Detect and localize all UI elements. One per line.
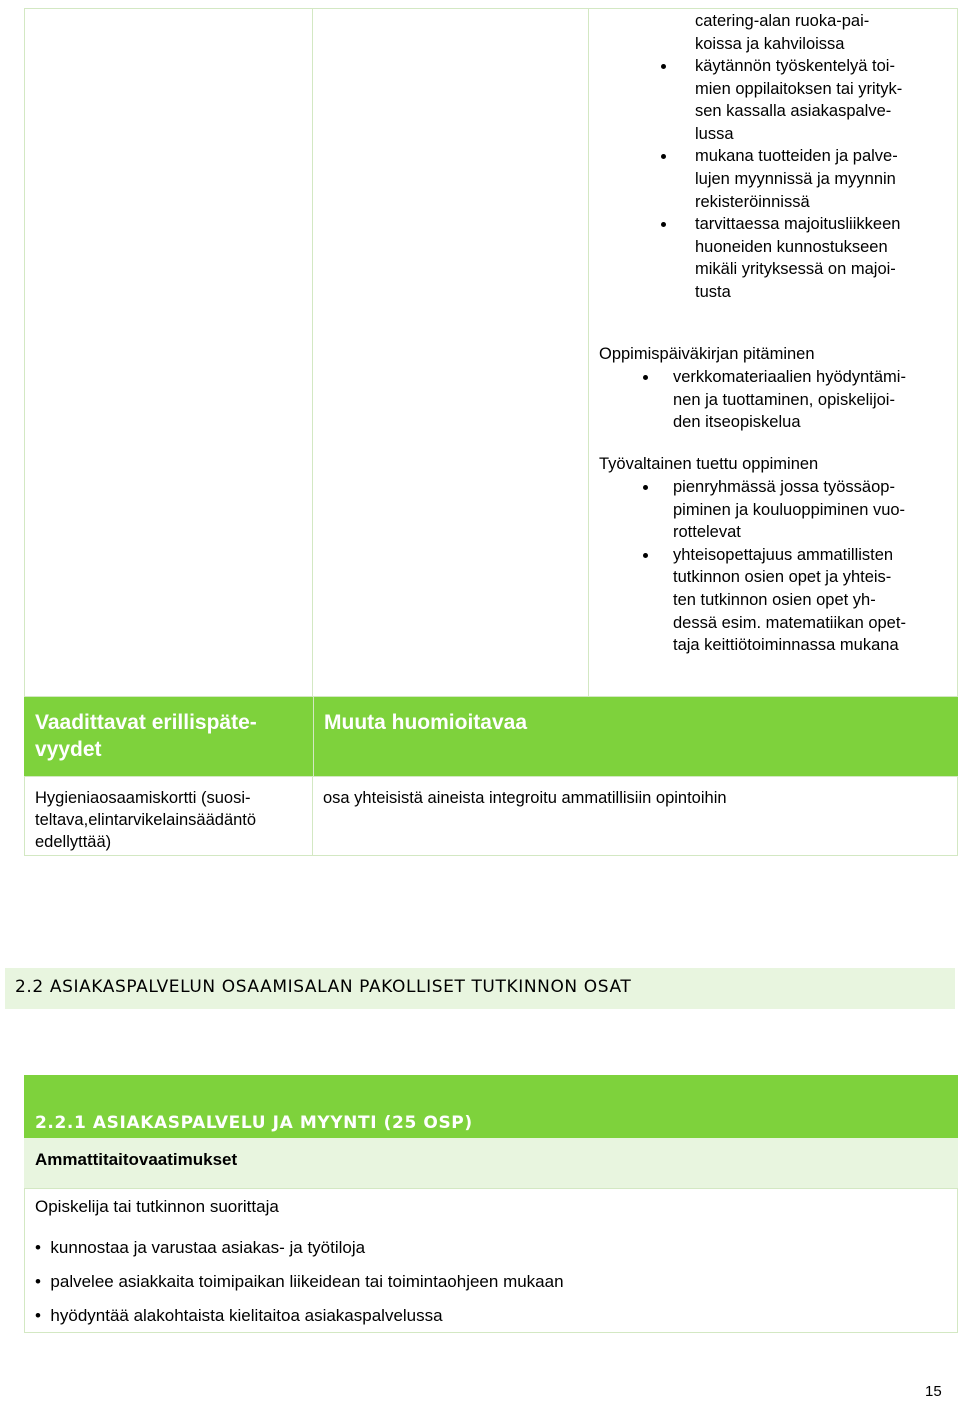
diary-heading: Oppimispäiväkirjan pitäminen (599, 345, 815, 363)
other-notes-text: osa yhteisistä aineista integroitu ammatillisiin opintoihin (323, 789, 727, 807)
unit-intro: Opiskelija tai tutkinnon suorittaja (35, 1197, 279, 1216)
section-title: 2.2 ASIAKASPALVELUN OSAAMISALAN PAKOLLISET TUTKINNON OSAT (15, 977, 632, 997)
list-item: • palvelee asiakkaita toimipaikan liikeidean tai toimintaohjeen mukaan (35, 1272, 564, 1291)
section-heading (5, 968, 955, 1009)
list-item: käytännön työskentelyä toi- mien oppilaitoksen tai yrityk- sen kassalla asiakaspalve- lussa (695, 55, 955, 145)
work-heading: Työvaltainen tuettu oppiminen (599, 455, 819, 473)
list-item: • kunnostaa ja varustaa asiakas- ja työtiloja (35, 1238, 366, 1257)
bullet-icon: • (35, 1272, 41, 1291)
list-item: pienryhmässä jossa työssäop- piminen ja kouluoppiminen vuo- rottelevat (673, 476, 953, 544)
list-item: tarvittaessa majoitusliikkeen huoneiden kunnostukseen mikäli yrityksessä on majoi- tusta (695, 213, 955, 303)
page-number: 15 (925, 1383, 942, 1400)
list-item: mukana tuotteiden ja palve- lujen myynnissä ja myynnin rekisteröinnissä (695, 145, 955, 213)
program-table-col1 (24, 8, 313, 697)
list-item: • hyödyntää alakohtaista kielitaitoa asiakaspalvelussa (35, 1306, 443, 1325)
req-header-col2: Muuta huomioitavaa (313, 697, 958, 776)
unit-subheading: Ammattitaitovaatimukset (35, 1150, 238, 1169)
bullet-icon: • (35, 1238, 41, 1257)
list-item: verkkomateriaalien hyödyntämi- nen ja tuottaminen, opiskelijoi- den itseopiskelua (673, 366, 953, 434)
req-header-col1: Vaadittavat erillispäte- vyydet (24, 697, 313, 776)
unit-skill-list (35, 1231, 564, 1333)
hygiene-card-text: Hygieniaosaamiskortti (suosi- teltava,elintarvikelainsäädäntö edellyttää) (35, 789, 257, 851)
program-table-col2 (312, 8, 589, 697)
diary-bullet-list (673, 366, 953, 434)
unit-title: 2.2.1 ASIAKASPALVELU JA MYYNTI (25 OSP) (35, 1113, 473, 1133)
first-line: catering-alan ruoka-pai- koissa ja kahviloissa (695, 12, 870, 53)
list-item: yhteisopettajuus ammatillisten tutkinnon osien opet ja yhteis- ten tutkinnon osien opet yh- dessä esim. matematiikan opet- taja keittiötoiminnassa mukana (673, 544, 953, 657)
bullet-icon: • (35, 1306, 41, 1325)
workplace-bullet-list (695, 55, 955, 304)
work-bullet-list (673, 476, 953, 657)
